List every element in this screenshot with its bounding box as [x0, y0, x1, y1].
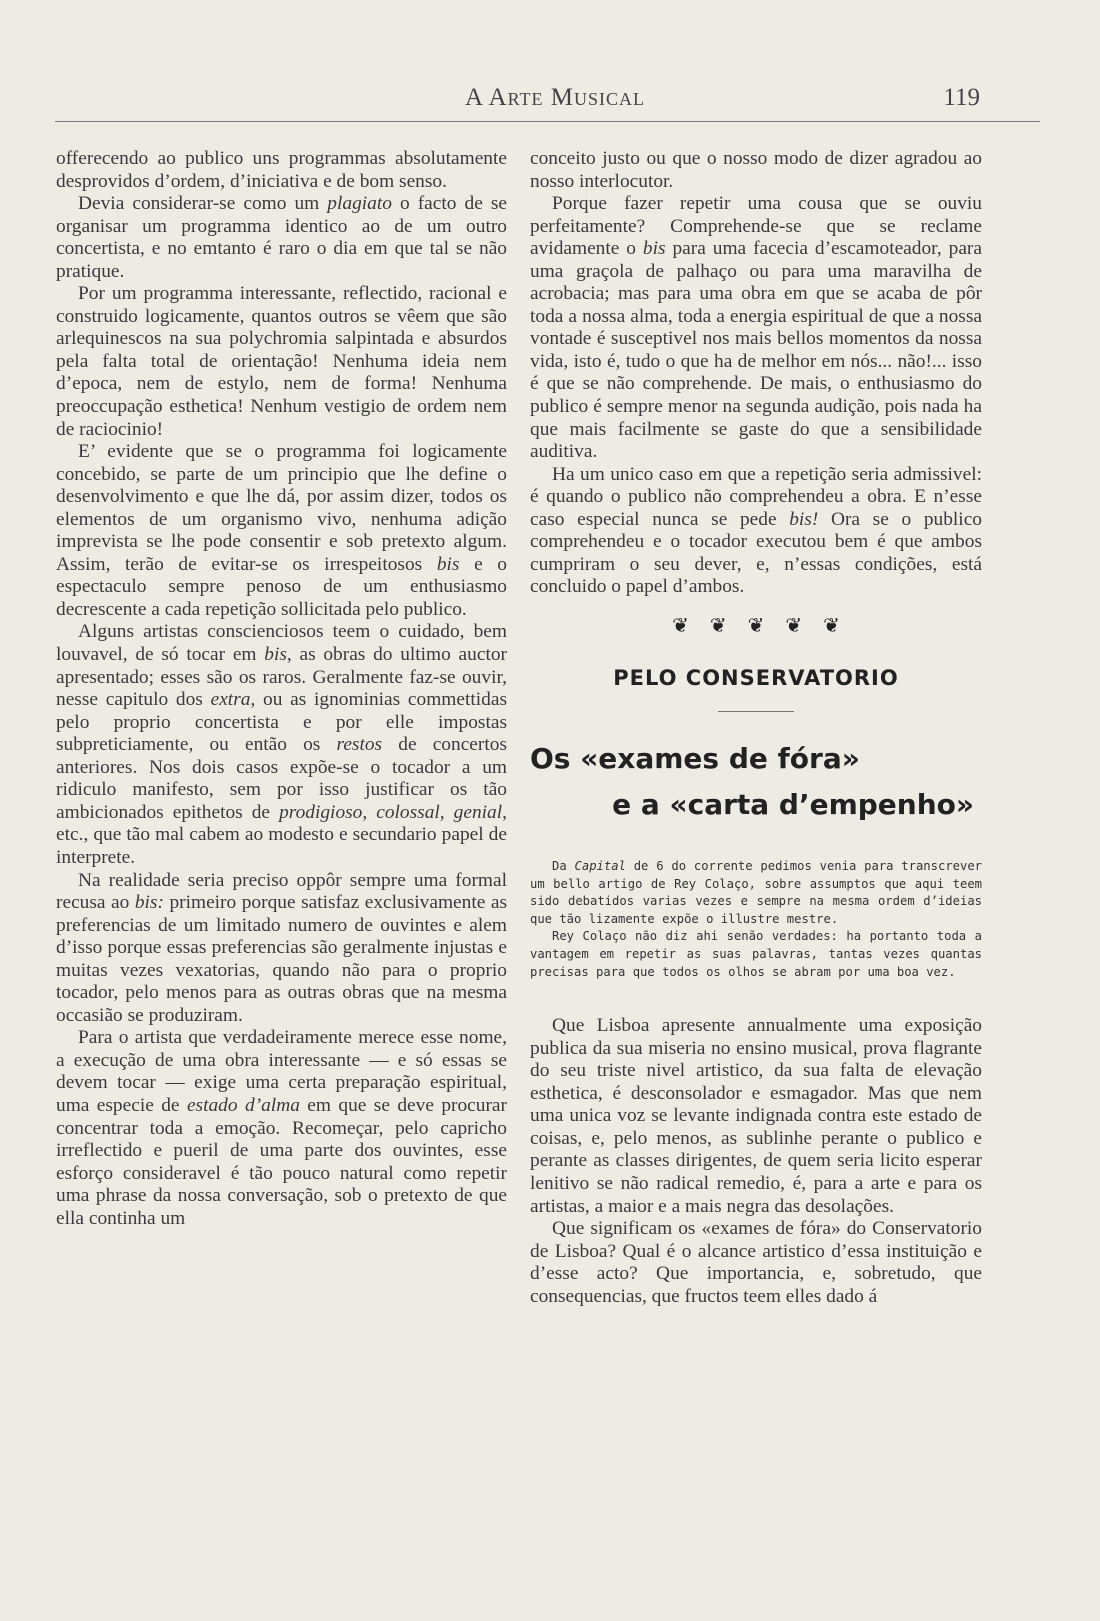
paragraph: Para o artista que verdadeiramente merece esse nome, a execução de uma obra interessante — e só essas se devem tocar — exige uma certa preparação espiritual, uma especie de estado d’alma em que se deve procurar concentrar toda a emoção. Recomeçar, pelo capricho irreflectido e pueril de uma parte dos ouvintes, esse esforço consideravel é tão pouco natural como repetir uma phrase da nossa conversação, sob o pretexto de que ella continha um [56, 1027, 507, 1229]
editorial-intro [530, 858, 982, 981]
paragraph: Na realidade seria preciso oppôr sempre uma formal recusa ao bis: primeiro porque satisfaz exclusivamente as preferencias de um limitado numero de ouvintes e alem d’isso porque essas preferencias são geralmente injustas e muitas vezes vexatorias, quando não para o proprio tocador, pelo menos para as outras obras que na mesma occasião se produziram. [56, 869, 507, 1026]
headline-line-2: e a «carta d’empenho» [612, 788, 974, 822]
section-title: PELO CONSERVATORIO [613, 666, 899, 691]
paragraph: E’ evidente que se o programma foi logicamente concebido, se parte de um principio que lhe define o desenvolvimento e que lhe dá, por assim dizer, todos os elementos de um organismo vivo, nenhuma adição imprevista se lhe pode consentir e sob pretexto algum. Assim, terão de evitar-se os irrespeitosos bis e o espectaculo sempre penoso de um enthusiasmo decrescente a cada repetição sollicitada pelo publico. [56, 441, 507, 620]
right-column [530, 148, 982, 1308]
running-title: A Arte Musical [465, 84, 645, 111]
paragraph: Devia considerar-se como um plagiato o facto de se organisar um programma identico ao de um outro concertista, e no emtanto é raro o dia em que tal se não pratique. [56, 193, 507, 282]
paragraph: Que Lisboa apresente annualmente uma exposição publica da sua miseria no ensino musical, prova flagrante do seu triste nivel artistico, da sua falta de elevação esthetica, é desconsolador e esmagador. Mas que nem uma unica voz se levante indignada contra este estado de coisas, e, pelo menos, as sublinhe perante o publico e perante as classes dirigentes, de quem seria licito esperar lenitivo se não radical remedio, é, para a arte e para os artistas, a maior e a mais negra das desolações. [530, 1015, 982, 1217]
paragraph: Que significam os «exames de fóra» do Conservatorio de Lisboa? Qual é o alcance artistico d’essa instituição e d’esse acto? Que importancia, e, sobretudo, que consequencias, que fructos teem elles dado á [530, 1218, 982, 1307]
paragraph: Porque fazer repetir uma cousa que se ouviu perfeitamente? Comprehende-se que se reclame avidamente o bis para uma facecia d’escamoteador, para uma graçola de palhaço ou para uma maravilha de acrobacia; mas para uma obra em que se acaba de pôr toda a nossa alma, toda a energia espiritual de que a nossa vontade é susceptivel nos mais bellos momentos da nossa vida, isto é, tudo o que ha de melhor em nós... não!... isso é que se não comprehende. De mais, o enthusiasmo do publico é sempre menor na segunda audição, pois nada ha que mais facilmente se gaste do que a sensibilidade auditiva. [530, 193, 982, 463]
paragraph: Ha um unico caso em que a repetição seria admissivel: é quando o publico não comprehendeu a obra. E n’esse caso especial nunca se pede bis! Ora se o publico comprehendeu e o tocador executou bem é que ambos cumpriram o seu dever, e, n’essas condições, está concluido o papel d’ambos. [530, 463, 982, 598]
left-column [56, 148, 507, 1230]
paragraph: Por um programma interessante, reflectido, racional e construido logicamente, quantos outros se vêem que são arlequinescos na sua polychromia salpintada e absurdos pela falta total de orientação! Nenhuma ideia nem d’epoca, nem de estylo, nem de forma! Nenhuma preoccupação esthetica! Nenhum vestigio de ordem nem de raciocinio! [56, 283, 507, 440]
paragraph: Alguns artistas conscienciosos teem o cuidado, bem louvavel, de só tocar em bis, as obras do ultimo auctor apresentado; esses são os raros. Geralmente faz-se ouvir, nesse capitulo dos extra, ou as ignominias commettidas pelo proprio concertista e por elle impostas subpreticiamente, ou então os restos de concertos anteriores. Nos dois casos expõe-se o tocador a um ridiculo manifesto, sem por isso justificar os tão ambicionados epithetos de prodigioso, colossal, genial, etc., que tão mal cabem ao modesto e secundario papel de interprete. [56, 621, 508, 868]
page-header [55, 78, 1055, 118]
section-rule [718, 711, 794, 712]
intro-paragraph: Rey Colaço não diz ahi senão verdades: ha portanto toda a vantagem em repetir as suas palavras, tantas vezes quantas precisas para que todos os olhos se abram por uma boa vez. [530, 929, 982, 979]
ornament-divider: ❦ ❦ ❦ ❦ ❦ [672, 614, 848, 637]
paragraph: conceito justo ou que o nosso modo de dizer agradou ao nosso interlocutor. [530, 148, 982, 192]
page-number: 119 [943, 84, 980, 111]
header-rule [55, 121, 1040, 122]
paragraph: offerecendo ao publico uns programmas absolutamente desprovidos d’ordem, d’iniciativa e de bom senso. [56, 148, 507, 192]
article-body [530, 1015, 982, 1308]
intro-paragraph: Da Capital de 6 do corrente pedimos venia para transcrever um bello artigo de Rey Colaço, sobre assumptos que aqui teem sido debatidos varias vezes e sempre na mesma ordem d’ideias que tão lizamente expõe o illustre mestre. [530, 859, 983, 926]
headline-line-1: Os «exames de fóra» [530, 742, 860, 776]
article-headline [530, 736, 982, 828]
